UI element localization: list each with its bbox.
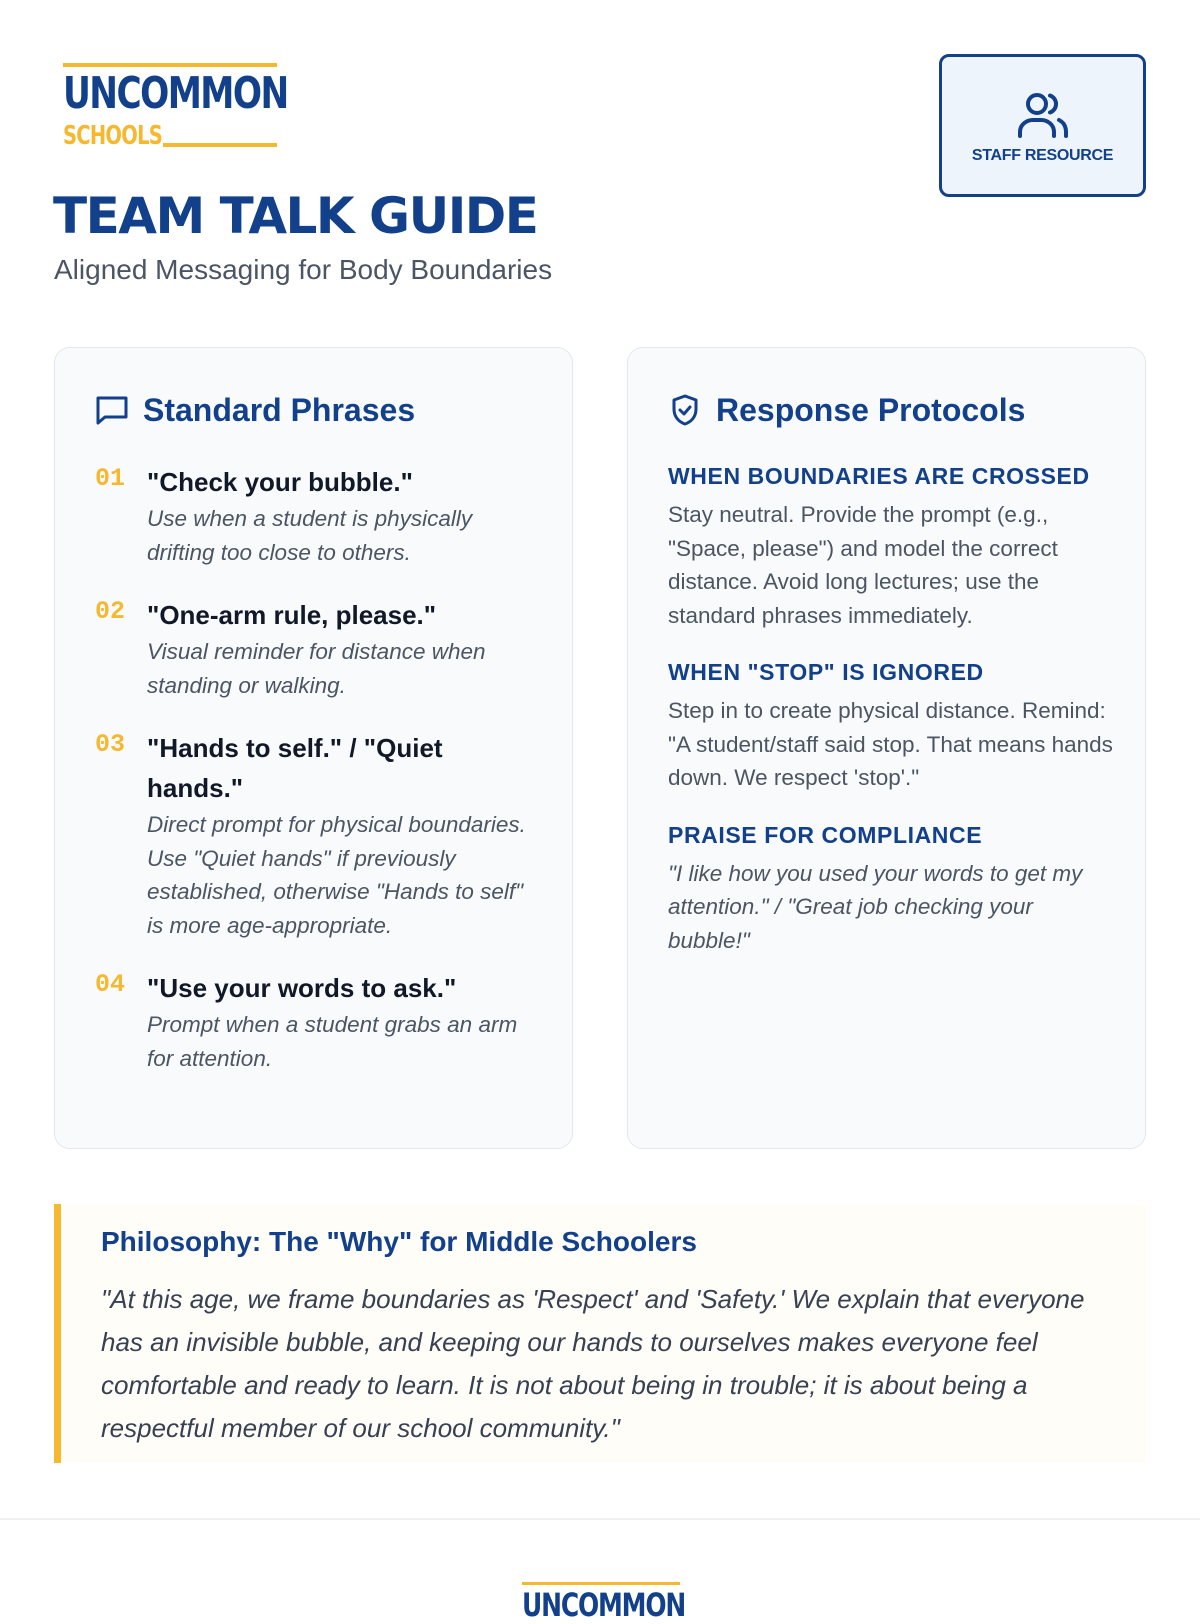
badge-label: STAFF RESOURCE [971,146,1114,164]
phrase-list [95,462,535,1101]
phrase-item [95,462,535,569]
uncommon-schools-logo [63,63,288,151]
protocol-heading: PRAISE FOR COMPLIANCE [668,821,983,848]
standard-phrases-card [54,347,573,1149]
shield-check-icon [668,393,702,427]
phrase-description: Use when a student is physically drifting too close to others. [147,506,473,565]
protocol-text: "I like how you used your words to get my attention." / "Great job checking your bubble!" [668,860,1083,953]
phrase-title: "Use your words to ask." [147,973,457,1003]
footer-logo-bar [522,1582,680,1585]
phrase-number: 01 [95,464,126,493]
page-title: TEAM TALK GUIDE [53,187,538,245]
phrase-title: "Hands to self." / "Quiet hands." [147,733,443,803]
protocol-heading: WHEN BOUNDARIES ARE CROSSED [668,463,1090,489]
logo-top-bar [63,63,277,67]
standard-phrases-header [95,390,415,430]
staff-resource-badge [939,54,1146,197]
phrase-title: "Check your bubble." [147,467,413,497]
protocol-item [668,460,1118,632]
phrase-number: 02 [95,597,126,626]
protocol-text: Stay neutral. Provide the prompt (e.g., "Space, please") and model the correct distance. Avoid long lectures; use the standard phrases immediately. [668,502,1058,628]
response-protocols-title: Response Protocols [716,392,1026,428]
philosophy-quote: "At this age, we frame boundaries as 'Respect' and 'Safety.' We explain that everyone has an invisible bubble, and keeping our hands to ourselves makes everyone feel comfortable and ready to learn. It is not about being in trouble; it is about being a respectful member of our school community." [101,1284,1085,1443]
logo-bottom-bar [163,143,277,147]
protocol-list [668,460,1118,981]
protocol-text: Step in to create physical distance. Remind: "A student/staff said stop. That means hands down. We respect 'stop'." [668,698,1113,790]
phrase-description: Visual reminder for distance when standing or walking. [147,639,486,698]
response-protocols-header [668,390,1025,430]
standard-phrases-title: Standard Phrases [143,392,416,428]
message-square-icon [95,393,129,427]
phrase-description: Direct prompt for physical boundaries. Use "Quiet hands" if previously established, otherwise "Hands to self" is more age-appropriate. [147,812,526,938]
footer-logo [522,1582,686,1624]
phrase-item [95,728,535,942]
footer-divider [0,1518,1200,1520]
phrase-title: "One-arm rule, please." [147,600,437,630]
footer-logo-text: UNCOMMON [522,1586,686,1624]
logo-word-uncommon: UNCOMMON [63,68,288,119]
phrase-item [95,595,535,702]
logo-word-schools: SCHOOLS [63,121,163,151]
response-protocols-card [627,347,1146,1149]
protocol-item [668,656,1118,795]
logo-row-schools [63,117,277,151]
users-icon [1017,91,1069,139]
phrase-number: 04 [95,970,126,999]
philosophy-callout [54,1204,1147,1463]
protocol-item [668,819,1118,958]
phrase-description: Prompt when a student grabs an arm for attention. [147,1012,518,1071]
phrase-number: 03 [95,730,126,759]
philosophy-title: Philosophy: The "Why" for Middle Schoolers [101,1226,697,1257]
page-subtitle: Aligned Messaging for Body Boundaries [54,254,553,285]
protocol-heading: WHEN "STOP" IS IGNORED [668,659,984,685]
phrase-item [95,968,535,1075]
